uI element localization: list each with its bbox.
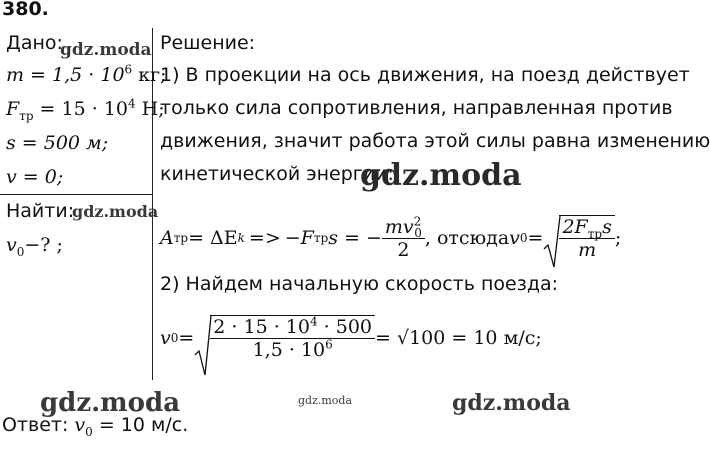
watermark-given: gdz.moda: [60, 40, 152, 60]
given-heading: Дано:: [6, 32, 63, 54]
given-mass: $m = 1,5 \cdot 10^6$ кг;: [6, 62, 167, 86]
solution-step1-line3: движения, значит работа этой силы равна изменению: [160, 130, 710, 152]
solution-step1-line1: 1) В проекции на ось движения, на поезд действует: [160, 64, 690, 86]
equation-initial-velocity: v 0 = $\frac{2 \cdot 15 \cdot 10^4 \cdot 500}{1,5 \cdot 10^6}$ = √100 = 10 м/с;: [160, 306, 542, 370]
watermark-bottom-right: gdz.moda: [452, 390, 571, 416]
watermark-center: gdz.moda: [360, 158, 522, 193]
solution-step2: 2) Найдем начальную скорость поезда:: [160, 273, 558, 295]
find-target: $v_0-$? ;: [6, 234, 63, 259]
velocity-root: $\frac{2F_{тр}s}{m}$: [543, 215, 614, 261]
answer-line: Ответ: $v_0 = 10$ м/с.: [2, 414, 189, 439]
problem-number: 380.: [2, 0, 49, 20]
given-velocity: v = 0;: [6, 166, 64, 188]
solution-heading: Решение:: [160, 32, 256, 54]
radical-sign-icon: [194, 315, 212, 377]
given-divider-horizontal: [0, 194, 153, 195]
watermark-bottom-small: gdz.moda: [298, 394, 353, 407]
equation-work-energy: A тр = ΔE k => −F тр s = − $\frac{mv^2_0}{2}$ , отсюда v 0 = $\frac{2F_{тр}s}{m}$ ;: [160, 210, 621, 266]
kinetic-energy-fraction: $\frac{mv^2_0}{2}$: [382, 216, 425, 261]
numeric-root: $\frac{2 \cdot 15 \cdot 10^4 \cdot 500}{1,5 \cdot 10^6}$: [194, 315, 375, 361]
given-distance: s = 500 м;: [6, 132, 109, 154]
given-force: $F_{тр} = 15 \cdot 10^4$ Н;: [6, 96, 165, 123]
solution-step1-line2: только сила сопротивления, направленная против: [160, 97, 673, 119]
watermark-find: gdz.moda: [72, 202, 159, 221]
solution-step1-line4: кинетической энергии:: [160, 163, 394, 185]
radical-sign-icon: [543, 215, 561, 269]
find-heading: Найти:: [6, 200, 75, 222]
watermark-bottom-left: gdz.moda: [40, 388, 181, 418]
